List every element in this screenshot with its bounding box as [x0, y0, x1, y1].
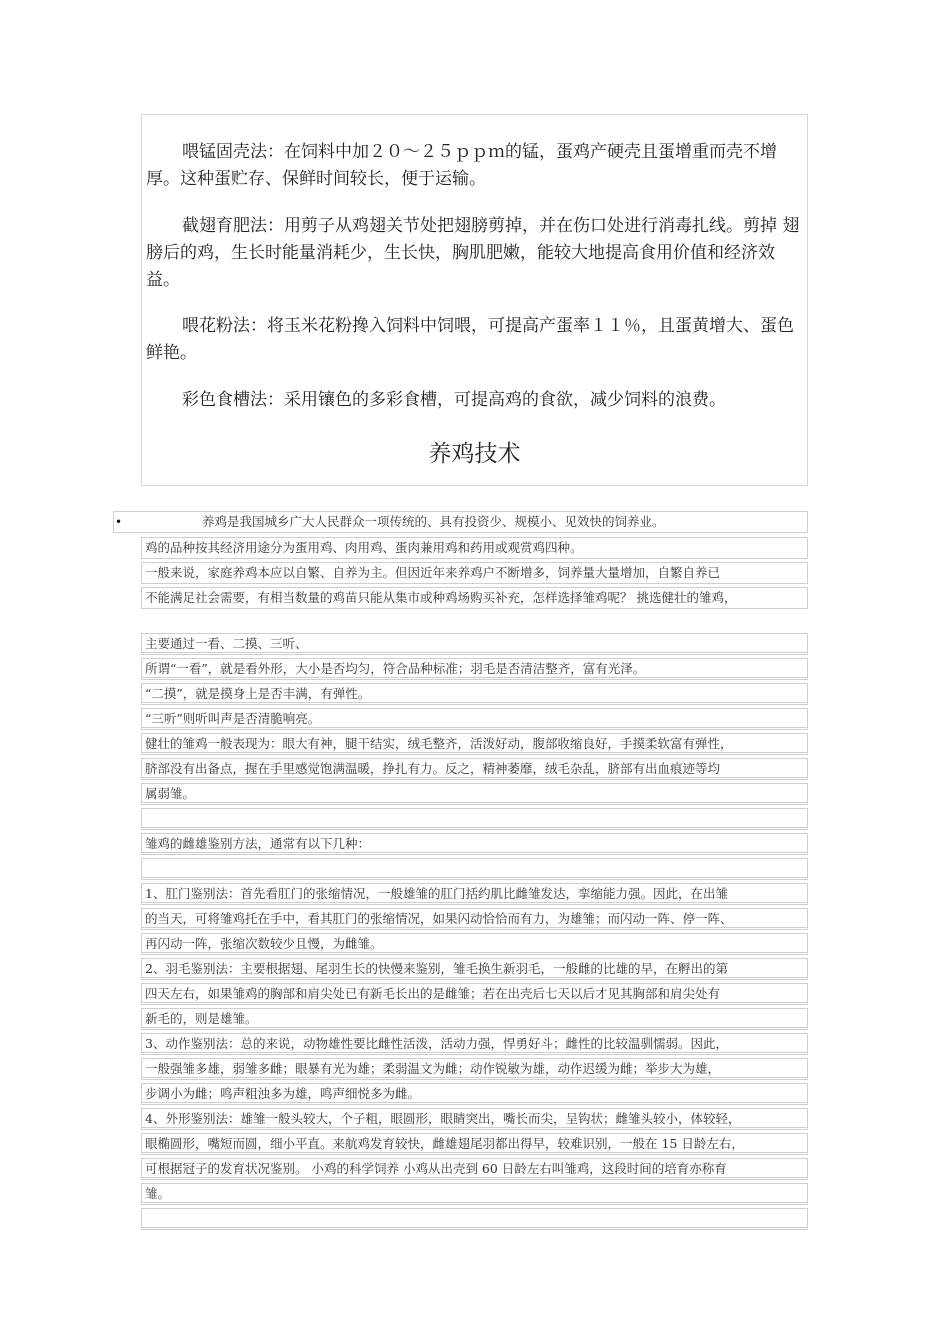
- row-text: 步调小为雌；鸣声粗浊多为雄，鸣声细悦多为雌。: [145, 1086, 421, 1101]
- table-row-empty: [141, 1208, 808, 1230]
- paragraph-color-trough: 彩色食槽法：采用镶色的多彩食槽，可提高鸡的食欲，减少饲料的浪费。: [182, 390, 726, 410]
- table-row: [141, 1033, 808, 1055]
- table-row: [141, 683, 808, 705]
- table-row: [141, 587, 808, 609]
- row-text: 雏鸡的雌雄鉴别方法，通常有以下几种：: [145, 836, 371, 851]
- row-text: 一般强雏多雄，弱雏多雌；眼暴有光为雄；柔弱温文为雌；动作锐敏为雄，动作迟缓为雌；举步大为雄，: [145, 1061, 721, 1076]
- row-text: 属弱雏。: [145, 786, 196, 801]
- table-row: [141, 537, 808, 559]
- row-text: 再闪动一阵，张缩次数较少且慢，为雌雏。: [145, 936, 383, 951]
- table-row: [141, 833, 808, 855]
- section-title: 养鸡技术: [428, 441, 521, 467]
- row-text: 1、肛门鉴别法：首先看肛门的张缩情况，一般雄雏的肛门括约肌比雌雏发达，挛缩能力强。因此，在出雏: [145, 886, 728, 901]
- table-row: [141, 983, 808, 1005]
- row-text: 养鸡是我国城乡广大人民群众一项传统的、具有投资少、规模小、见效快的饲养业。: [202, 514, 665, 529]
- table-row: [141, 633, 808, 655]
- row-text: 健壮的雏鸡一般表现为：眼大有神，腿干结实，绒毛整齐，活泼好动，腹部收缩良好，手摸柔软富有弹性，: [145, 736, 733, 751]
- table-row-empty: [141, 858, 808, 880]
- row-text: 脐部没有出备点，握在手里感觉饱满温暖，挣扎有力。反之，精神萎靡，绒毛杂乱，脐部有出血痕迹等均: [145, 761, 721, 776]
- bullet-icon: •: [115, 515, 123, 529]
- table-row: [141, 658, 808, 680]
- table-row: [141, 1108, 808, 1130]
- row-text: 主要通过一看、二摸、三听、: [145, 636, 308, 651]
- row-text: 4、外形鉴别法：雄雏一般头较大，个子粗，眼圆形，眼睛突出，嘴长而尖，呈钩状；雌雏头较小，体较轻，: [145, 1111, 741, 1126]
- row-text: 2、羽毛鉴别法：主要根据翅、尾羽生长的快慢来鉴别，雏毛换生新羽毛，一般雌的比雄的早，在孵出的第: [145, 961, 728, 976]
- table-row: [141, 758, 808, 780]
- paragraph-manganese: 喂锰固壳法：在饲料中加２０～２５ｐｐｍ的锰，蛋鸡产硬壳且蛋增重而壳不增厚。这种蛋贮存、保鲜时间较长，便于运输。: [146, 142, 777, 189]
- paragraph-wing-clipping: 截翅育肥法：用剪子从鸡翅关节处把翅膀剪掉，并在伤口处进行消毒扎线。剪掉 翅膀后的鸡，生长时能量消耗少，生长快，胸肌肥嫩，能较大地提高食用价值和经济效益。: [146, 216, 800, 290]
- table-row: [141, 708, 808, 730]
- table-row: [141, 933, 808, 955]
- table-row: [141, 1158, 808, 1180]
- row-text: 所谓“一看”，就是看外形，大小是否均匀，符合品种标准；羽毛是否清洁整齐，富有光泽。: [145, 661, 646, 676]
- paragraph-pollen: 喂花粉法：将玉米花粉搀入饲料中饲喂，可提高产蛋率１１％，且蛋黄增大、蛋色鲜艳。: [146, 316, 794, 363]
- row-text: 四天左右，如果雏鸡的胸部和肩尖处已有新毛长出的是雌雏；若在出壳后七天以后才见其胸部和肩尖处有: [145, 986, 721, 1001]
- table-row: [141, 733, 808, 755]
- table-row: [141, 958, 808, 980]
- table-row: [141, 1133, 808, 1155]
- row-text: 眼椭圆形，嘴短而圆，细小平直。来航鸡发育较快，雌雄翅尾羽都出得早，较难识别，一般在 15 日龄左右，: [145, 1136, 744, 1151]
- table-row-empty: [141, 808, 808, 830]
- row-text: 可根据冠子的发育状况鉴别。 小鸡的科学饲养 小鸡从出壳到 60 日龄左右叫雏鸡，这段时间的培育亦称育: [145, 1161, 727, 1176]
- table-row: [141, 1183, 808, 1205]
- row-text: 一般来说，家庭养鸡本应以自繁、自养为主。但因近年来养鸡户不断增多，饲养量大量增加，自繁自养已: [145, 565, 721, 580]
- row-text: 雏。: [145, 1186, 171, 1201]
- row-text: “三听”则听叫声是否清脆响亮。: [145, 711, 321, 726]
- table-row: [141, 1008, 808, 1030]
- row-text: “二摸”，就是摸身上是否丰满，有弹性。: [145, 686, 371, 701]
- table-row: [141, 1083, 808, 1105]
- table-row: [141, 883, 808, 905]
- row-text: 3、动作鉴别法：总的来说，动物雄性要比雌性活泼，活动力强，悍勇好斗；雌性的比较温驯懦弱。因此，: [145, 1036, 728, 1051]
- table-row: [141, 1058, 808, 1080]
- row-text: 的当天，可将雏鸡托在手中，看其肛门的张缩情况，如果闪动恰恰而有力，为雄雏；而闪动一阵、停一阵、: [145, 911, 733, 926]
- table-row: [113, 511, 808, 533]
- row-text: 鸡的品种按其经济用途分为蛋用鸡、肉用鸡、蛋肉兼用鸡和药用或观赏鸡四种。: [145, 540, 583, 555]
- table-row: [141, 783, 808, 805]
- intro-box: [141, 114, 808, 486]
- row-text: 不能满足社会需要，有相当数量的鸡苗只能从集市或种鸡场购买补充，怎样选择雏鸡呢？ 挑选健壮的雏鸡，: [145, 590, 737, 605]
- table-row: [141, 562, 808, 584]
- table-row: [141, 908, 808, 930]
- row-text: 新毛的，则是雄雏。: [145, 1011, 258, 1026]
